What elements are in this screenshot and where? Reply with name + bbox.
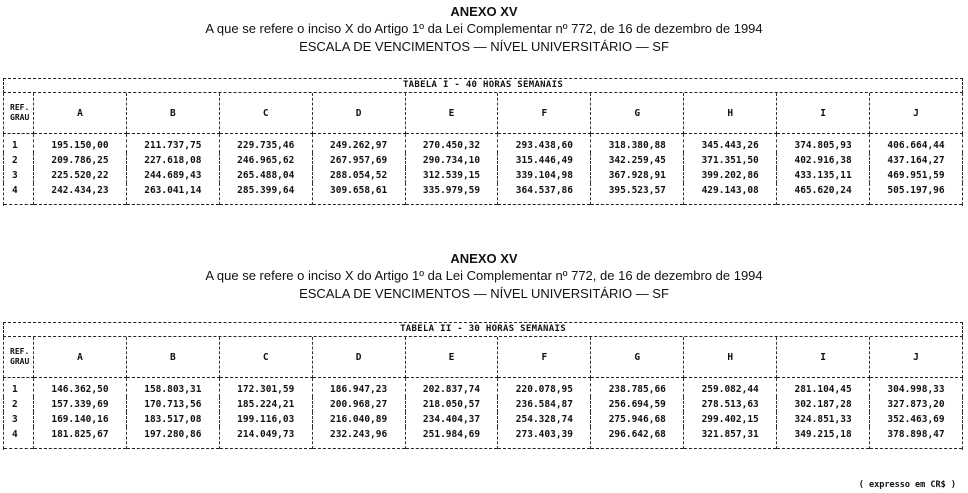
column-header-e: E <box>405 337 498 378</box>
column-header-d: D <box>312 337 405 378</box>
annex-subtitle: A que se refere o inciso X do Artigo 1º da Lei Complementar nº 772, de 16 de dezembro de 1994 <box>205 21 763 36</box>
value-cell: 146.362,50 <box>34 378 127 398</box>
annex-scale: ESCALA DE VENCIMENTOS — NÍVEL UNIVERSITÁRIO — SF <box>299 39 669 54</box>
grau-cell: 1 <box>4 378 34 398</box>
value-cell: 339.104,98 <box>498 168 591 183</box>
table-row <box>4 412 963 427</box>
value-cell: 238.785,66 <box>591 378 684 398</box>
table-title: TABELA II - 30 HORAS SEMANAIS <box>3 322 963 337</box>
value-cell: 321.857,31 <box>684 427 777 449</box>
annex-scale: ESCALA DE VENCIMENTOS — NÍVEL UNIVERSITÁRIO — SF <box>299 286 669 301</box>
value-cell: 371.351,50 <box>684 153 777 168</box>
grau-cell: 2 <box>4 397 34 412</box>
value-cell: 395.523,57 <box>591 183 684 205</box>
value-cell: 273.403,39 <box>498 427 591 449</box>
column-header-c: C <box>219 337 312 378</box>
value-cell: 281.104,45 <box>777 378 870 398</box>
value-cell: 342.259,45 <box>591 153 684 168</box>
column-header-i: I <box>777 337 870 378</box>
value-cell: 232.243,96 <box>312 427 405 449</box>
table-header-row <box>4 337 963 378</box>
column-header-j: J <box>870 337 963 378</box>
value-cell: 214.049,73 <box>219 427 312 449</box>
value-cell: 402.916,38 <box>777 153 870 168</box>
table-row <box>4 134 963 154</box>
value-cell: 249.262,97 <box>312 134 405 154</box>
column-header-g: G <box>591 93 684 134</box>
value-cell: 345.443,26 <box>684 134 777 154</box>
table-1 <box>3 78 963 206</box>
value-cell: 465.620,24 <box>777 183 870 205</box>
column-header-f: F <box>498 93 591 134</box>
value-cell: 433.135,11 <box>777 168 870 183</box>
table-title: TABELA I - 40 HORAS SEMANAIS <box>3 78 963 93</box>
salary-table <box>3 93 963 206</box>
value-cell: 246.965,62 <box>219 153 312 168</box>
table-row <box>4 153 963 168</box>
column-header-b: B <box>126 93 219 134</box>
value-cell: 244.689,43 <box>126 168 219 183</box>
header-1 <box>0 3 968 56</box>
value-cell: 406.664,44 <box>870 134 963 154</box>
value-cell: 202.837,74 <box>405 378 498 398</box>
value-cell: 312.539,15 <box>405 168 498 183</box>
value-cell: 216.040,89 <box>312 412 405 427</box>
salary-table <box>3 337 963 450</box>
value-cell: 335.979,59 <box>405 183 498 205</box>
annex-title: ANEXO XV <box>450 251 518 266</box>
column-header-g: G <box>591 337 684 378</box>
table-bottom-rule <box>4 449 963 451</box>
value-cell: 251.984,69 <box>405 427 498 449</box>
value-cell: 270.450,32 <box>405 134 498 154</box>
value-cell: 364.537,86 <box>498 183 591 205</box>
value-cell: 437.164,27 <box>870 153 963 168</box>
table-header-row <box>4 93 963 134</box>
table-row <box>4 378 963 398</box>
value-cell: 229.735,46 <box>219 134 312 154</box>
value-cell: 288.054,52 <box>312 168 405 183</box>
column-header-i: I <box>777 93 870 134</box>
value-cell: 209.786,25 <box>34 153 127 168</box>
value-cell: 256.694,59 <box>591 397 684 412</box>
currency-note: ( expresso em CR$ ) <box>858 480 956 490</box>
value-cell: 158.803,31 <box>126 378 219 398</box>
value-cell: 259.082,44 <box>684 378 777 398</box>
grau-cell: 4 <box>4 427 34 449</box>
value-cell: 267.957,69 <box>312 153 405 168</box>
table-bottom-rule <box>4 205 963 207</box>
value-cell: 263.041,14 <box>126 183 219 205</box>
annex-title: ANEXO XV <box>450 4 518 19</box>
value-cell: 225.520,22 <box>34 168 127 183</box>
value-cell: 181.825,67 <box>34 427 127 449</box>
column-header-a: A <box>34 93 127 134</box>
value-cell: 275.946,68 <box>591 412 684 427</box>
value-cell: 169.140,16 <box>34 412 127 427</box>
table-2 <box>3 322 963 450</box>
value-cell: 374.805,93 <box>777 134 870 154</box>
table-row <box>4 397 963 412</box>
column-header-d: D <box>312 93 405 134</box>
value-cell: 327.873,20 <box>870 397 963 412</box>
value-cell: 302.187,28 <box>777 397 870 412</box>
grau-cell: 1 <box>4 134 34 154</box>
value-cell: 242.434,23 <box>34 183 127 205</box>
value-cell: 296.642,68 <box>591 427 684 449</box>
column-header-f: F <box>498 337 591 378</box>
value-cell: 304.998,33 <box>870 378 963 398</box>
column-header-h: H <box>684 337 777 378</box>
value-cell: 172.301,59 <box>219 378 312 398</box>
value-cell: 185.224,21 <box>219 397 312 412</box>
ref-label: REF. <box>10 103 30 112</box>
value-cell: 157.339,69 <box>34 397 127 412</box>
value-cell: 278.513,63 <box>684 397 777 412</box>
value-cell: 186.947,23 <box>312 378 405 398</box>
grau-cell: 3 <box>4 412 34 427</box>
value-cell: 265.488,04 <box>219 168 312 183</box>
grau-label: GRAU <box>10 357 30 366</box>
value-cell: 429.143,08 <box>684 183 777 205</box>
value-cell: 290.734,10 <box>405 153 498 168</box>
value-cell: 218.050,57 <box>405 397 498 412</box>
grau-cell: 4 <box>4 183 34 205</box>
ref-grau-header <box>4 93 34 134</box>
value-cell: 199.116,03 <box>219 412 312 427</box>
value-cell: 315.446,49 <box>498 153 591 168</box>
value-cell: 285.399,64 <box>219 183 312 205</box>
column-header-h: H <box>684 93 777 134</box>
value-cell: 220.078,95 <box>498 378 591 398</box>
value-cell: 367.928,91 <box>591 168 684 183</box>
value-cell: 352.463,69 <box>870 412 963 427</box>
value-cell: 324.851,33 <box>777 412 870 427</box>
grau-cell: 2 <box>4 153 34 168</box>
value-cell: 227.618,08 <box>126 153 219 168</box>
ref-grau-header <box>4 337 34 378</box>
table-row <box>4 183 963 205</box>
grau-cell: 3 <box>4 168 34 183</box>
annex-subtitle: A que se refere o inciso X do Artigo 1º da Lei Complementar nº 772, de 16 de dezembro de 1994 <box>205 268 763 283</box>
ref-label: REF. <box>10 347 30 356</box>
column-header-j: J <box>870 93 963 134</box>
value-cell: 469.951,59 <box>870 168 963 183</box>
value-cell: 170.713,56 <box>126 397 219 412</box>
value-cell: 234.404,37 <box>405 412 498 427</box>
column-header-a: A <box>34 337 127 378</box>
table-row <box>4 427 963 449</box>
value-cell: 293.438,60 <box>498 134 591 154</box>
value-cell: 505.197,96 <box>870 183 963 205</box>
value-cell: 378.898,47 <box>870 427 963 449</box>
table-row <box>4 168 963 183</box>
value-cell: 318.380,88 <box>591 134 684 154</box>
header-2 <box>0 250 968 303</box>
value-cell: 254.328,74 <box>498 412 591 427</box>
column-header-c: C <box>219 93 312 134</box>
value-cell: 399.202,86 <box>684 168 777 183</box>
value-cell: 211.737,75 <box>126 134 219 154</box>
column-header-e: E <box>405 93 498 134</box>
value-cell: 183.517,08 <box>126 412 219 427</box>
grau-label: GRAU <box>10 113 30 122</box>
value-cell: 236.584,87 <box>498 397 591 412</box>
value-cell: 299.402,15 <box>684 412 777 427</box>
value-cell: 200.968,27 <box>312 397 405 412</box>
value-cell: 195.150,00 <box>34 134 127 154</box>
value-cell: 197.280,86 <box>126 427 219 449</box>
column-header-b: B <box>126 337 219 378</box>
value-cell: 349.215,18 <box>777 427 870 449</box>
value-cell: 309.658,61 <box>312 183 405 205</box>
